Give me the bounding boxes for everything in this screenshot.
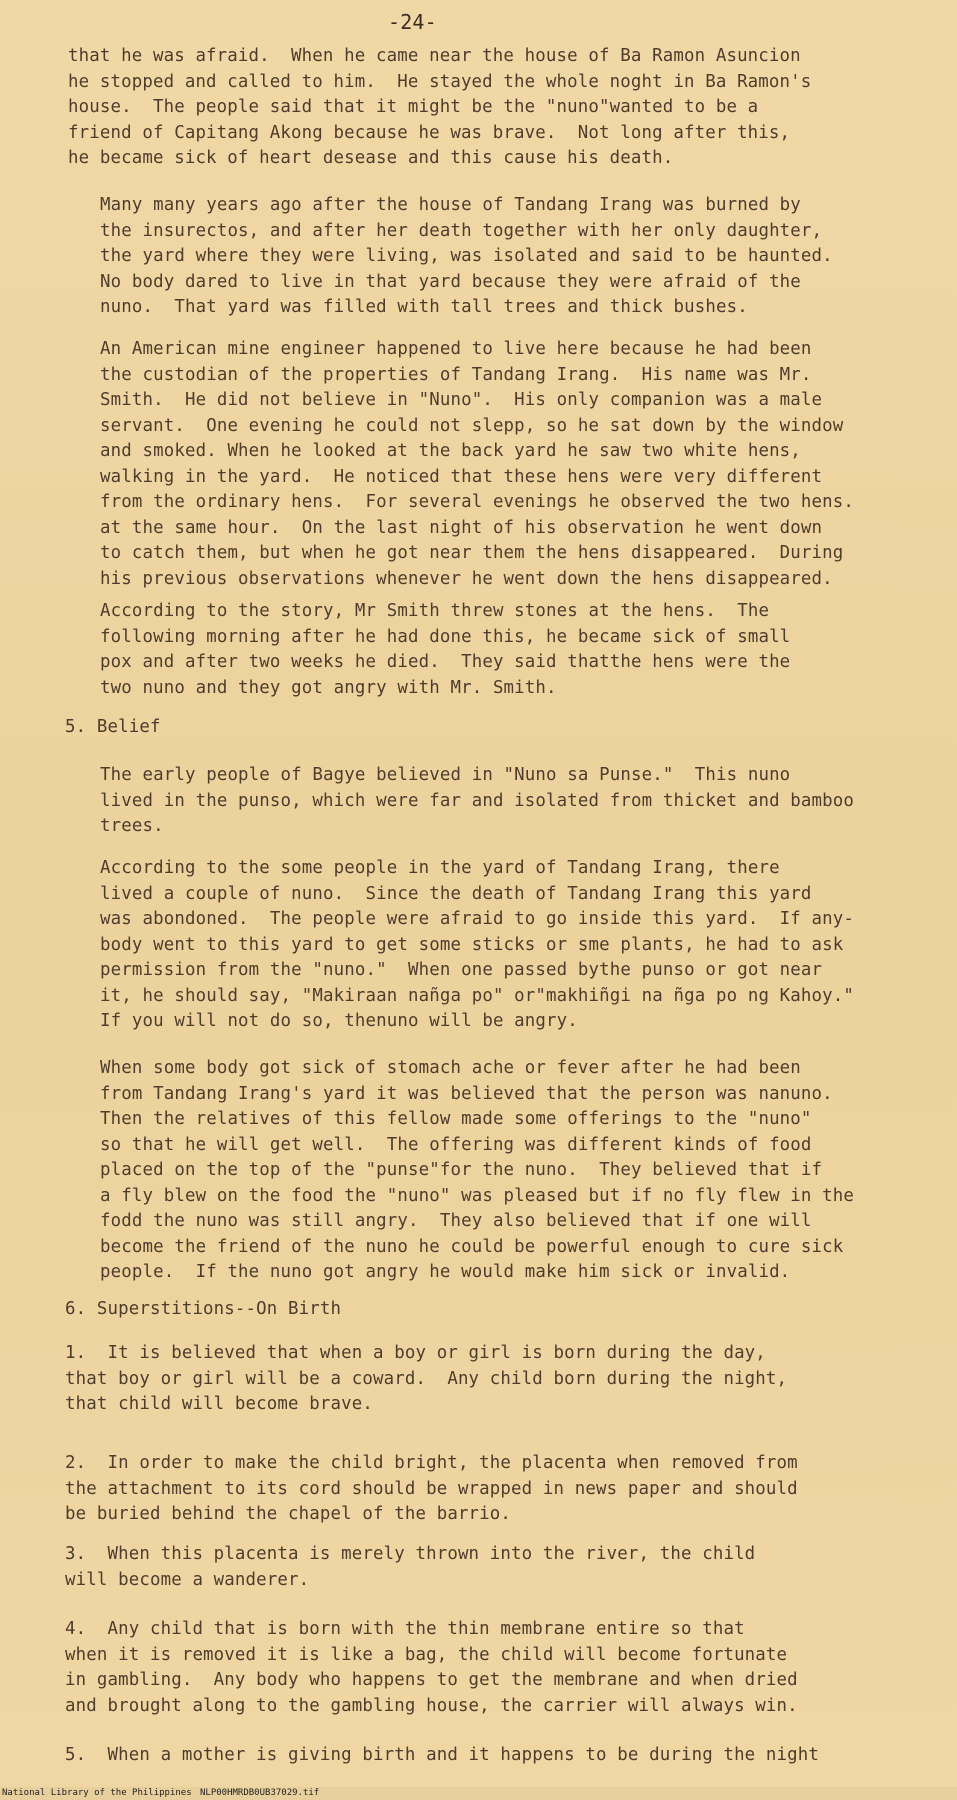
page-number: -24- [388,10,437,34]
section-heading-belief: 5. Belief [65,717,161,737]
paragraph-7: When some body got sick of stomach ache or fever after he had been from Tandang Irang's yard it was believed that the person was nanuno. Then the relatives of this fellow made some offerings to the "nuno" so that he will get well. The offering was different kinds of food placed on the top of the "punse"for the nuno. They believed that if a fly blew on the food the "nuno" was pleased but if no fly flew in the fodd the nuno was still angry. They also believed that if one will become the friend of the nuno he could be powerful enough to cure sick people. If the nuno got angry he would make him sick or invalid. [100,1058,855,1282]
paragraph-1: that he was afraid. When he came near the house of Ba Ramon Asuncion he stopped and called to him. He stayed the whole noght in Ba Ramon's house. The people said that it might be the "nuno"wanted to be a friend of Capitang Akong because he was brave. Not long after this, he became sick of heart desease and this cause his death. [68,46,812,168]
paragraph-5: The early people of Bagye believed in "Nuno sa Punse." This nuno lived in the punso, which were far and isolated from thicket and bamboo trees. [100,765,855,836]
list-item-2: 2. In order to make the child bright, the placenta when removed from the attachment to its cord should be wrapped in news paper and should be buried behind the chapel of the barrio. [65,1453,798,1524]
footer-file-id: NLP00HMRDB0UB37029.tif [200,1788,320,1798]
scan-footer [0,1787,957,1800]
paragraph-3: An American mine engineer happened to live here because he had been the custodian of the properties of Tandang Irang. His name was Mr. Smith. He did not believe in "Nuno". His only companion was a male servant. One evening he could not slepp, so he sat down by the window and smoked. When he looked at the back yard he saw two white hens, walking in the yard. He noticed that these hens were very different from the ordinary hens. For several evenings he observed the two hens. at the same hour. On the last night of his observation he went down to catch them, but when he got near them the hens disappeared. During his previous observations whenever he went down the hens disappeared. [100,339,855,589]
list-item-4: 4. Any child that is born with the thin membrane entire so that when it is removed it is like a bag, the child will become fortunate in gambling. Any body who happens to get the membrane and when dried and brought along to the gambling house, the carrier will always win. [65,1619,798,1716]
paragraph-6: According to the some people in the yard of Tandang Irang, there lived a couple of nuno. Since the death of Tandang Irang this yard was abondoned. The people were afraid to go inside this yard. If any- body went to this yard to get some sticks or sme plants, he had to ask permission from the "nuno." When one passed bythe punso or got near it, he should say, "Makiraan nañga po" or"makhiñgi na ñga po ng Kahoy." If you will not do so, thenuno will be angry. [100,858,855,1031]
list-item-1: 1. It is believed that when a boy or girl is born during the day, that boy or girl will be a coward. Any child born during the night, that child will become brave. [65,1343,788,1414]
list-item-5: 5. When a mother is giving birth and it happens to be during the night [65,1745,820,1765]
paragraph-2: Many many years ago after the house of Tandang Irang was burned by the insurectos, and after her death together with her only daughter, the yard where they were living, was isolated and said to be haunted. No body dared to live in that yard because they were afraid of the nuno. That yard was filled with tall trees and thick bushes. [100,195,833,317]
paragraph-4: According to the story, Mr Smith threw stones at the hens. The following morning after he had done this, he became sick of small pox and after two weeks he died. They said thatthe hens were the two nuno and they got angry with Mr. Smith. [100,601,791,698]
section-heading-superstitions: 6. Superstitions--On Birth [65,1299,342,1319]
list-item-3: 3. When this placenta is merely thrown into the river, the child will become a wanderer. [65,1544,756,1590]
footer-library: National Library of the Philippines [2,1788,192,1798]
